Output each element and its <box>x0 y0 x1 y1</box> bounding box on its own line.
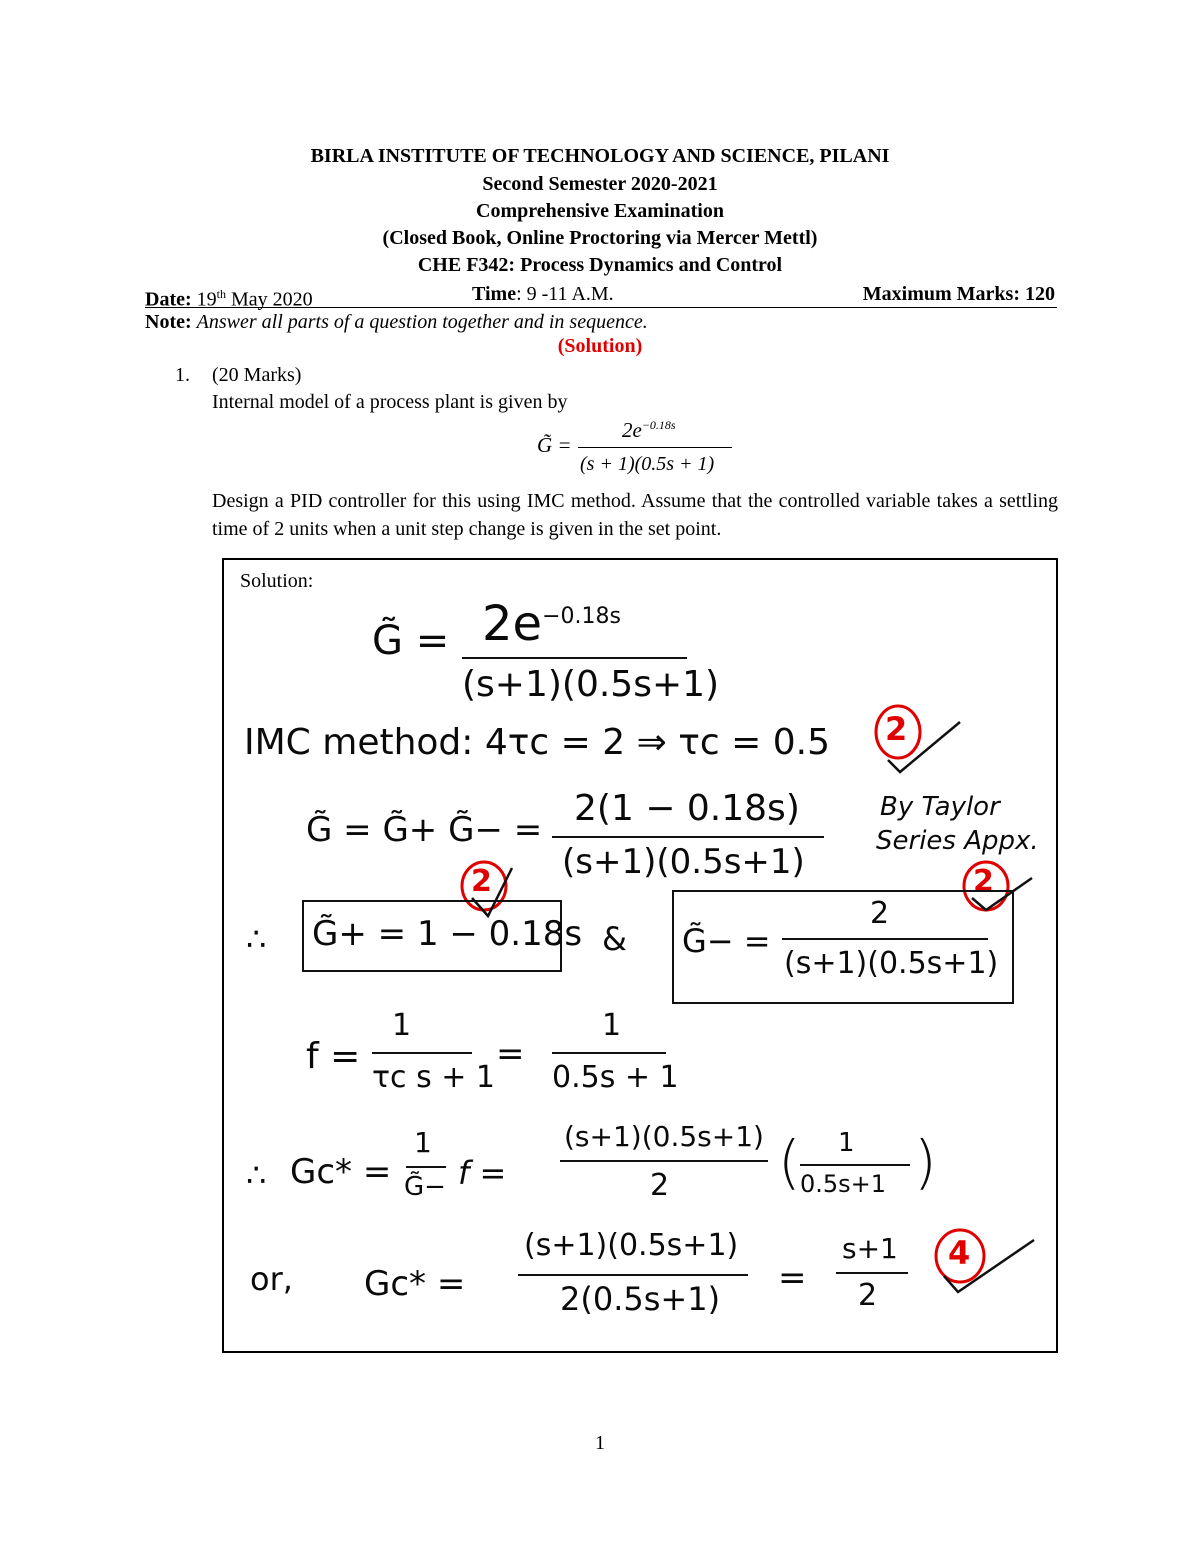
page-number: 1 <box>595 1432 605 1454</box>
date-day: 19 <box>196 288 217 311</box>
mark-value-3: 2 <box>973 864 994 899</box>
date-label: Date: <box>145 288 192 311</box>
exam-mode: (Closed Book, Online Proctoring via Mercer Mettl) <box>382 227 818 249</box>
sol-l1-num: $2e^{-0.18s}$ <box>482 596 621 652</box>
question-number: 1. <box>175 364 190 386</box>
sol-l5-num2: 1 <box>602 1008 622 1043</box>
sol-l3-num: 2(1 − 0.18s) <box>574 788 800 829</box>
max-marks: Maximum Marks: 120 <box>862 283 1055 305</box>
taylor-note-2: Series Appx. <box>876 826 1039 856</box>
sol-l4-box2-den: (s+1)(0.5s+1) <box>784 946 999 981</box>
sol-l4-box2-bar <box>782 938 988 940</box>
note-label: Note: <box>145 311 192 333</box>
exam-title: Comprehensive Examination <box>476 200 724 222</box>
sol-l4-and: & <box>602 920 627 958</box>
question-marks: (20 Marks) <box>212 364 302 386</box>
sol-l7-lhs: Gc* = <box>364 1264 466 1304</box>
sol-l7-rbar <box>836 1272 908 1274</box>
sol-l6-frac-bar <box>406 1166 446 1168</box>
sol-l1-bar <box>462 657 687 659</box>
date-rest: May 2020 <box>225 288 313 311</box>
sol-l6-frac-den: G̃− <box>404 1172 446 1202</box>
date-sup: th <box>216 287 226 301</box>
formula-den: (s + 1)(0.5s + 1) <box>580 453 715 475</box>
time-value: : 9 -11 A.M. <box>516 283 614 305</box>
sol-l6-f: f = <box>458 1154 507 1192</box>
semester: Second Semester 2020-2021 <box>482 173 718 195</box>
note-text: Answer all parts of a question together and in sequence. <box>196 311 648 333</box>
sol-l1-lhs: G̃ = <box>372 618 450 664</box>
formula-fraction-bar <box>578 447 732 448</box>
note <box>145 309 648 335</box>
sol-l7-or: or, <box>250 1260 293 1298</box>
course-title: CHE F342: Process Dynamics and Control <box>417 254 783 276</box>
sol-l5-bar2 <box>552 1052 666 1054</box>
sol-l6-lparen: ( <box>778 1128 801 1196</box>
sol-l4-box2 <box>672 890 1014 1004</box>
solution-label: Solution: <box>240 570 314 592</box>
sol-l7-den: 2(0.5s+1) <box>560 1280 721 1318</box>
sol-l2: IMC method: 4τc = 2 ⇒ τc = 0.5 <box>244 722 831 763</box>
formula-lhs: G̃ = <box>537 433 572 457</box>
sol-l6-lhs: Gc* = <box>290 1152 392 1192</box>
sol-l6-p-bar <box>800 1164 910 1166</box>
sol-l6-frac-num: 1 <box>414 1126 432 1159</box>
sol-l4-box2-num: 2 <box>870 896 890 931</box>
sol-l4-therefore: ∴ <box>246 920 267 958</box>
institute-name: BIRLA INSTITUTE OF TECHNOLOGY AND SCIENCE, PILANI <box>310 145 890 167</box>
mark-value-2: 2 <box>471 864 492 899</box>
sol-l7-rden: 2 <box>858 1278 878 1313</box>
sol-l4-box1 <box>302 900 583 972</box>
sol-l4-box1-text: G̃+ = 1 − 0.18s <box>312 914 583 954</box>
sol-l3-lhs: G̃ = G̃+ G̃− = <box>306 810 543 850</box>
mark-circle-4 <box>930 1226 1040 1311</box>
taylor-note-1: By Taylor <box>880 792 1000 822</box>
date-field <box>145 281 313 313</box>
sol-l4-box2-lhs: G̃− = <box>682 922 771 960</box>
sol-l5-den1: τc s + 1 <box>372 1060 496 1095</box>
sol-l6-bar <box>560 1160 768 1162</box>
meta-row <box>145 281 1057 311</box>
mark-value-4: 4 <box>948 1234 971 1272</box>
sol-l5-bar1 <box>372 1052 472 1054</box>
sol-l6-rparen: ) <box>914 1128 937 1196</box>
solution-box <box>222 558 1058 1353</box>
sol-l5-lhs: f = <box>306 1036 361 1077</box>
time-label: Time <box>472 283 517 305</box>
sol-l7-num: (s+1)(0.5s+1) <box>524 1228 739 1263</box>
sol-l6-p-num: 1 <box>838 1128 855 1158</box>
sol-l3-den: (s+1)(0.5s+1) <box>562 842 805 882</box>
question-design-text: Design a PID controller for this using IMC method. Assume that the controlled variable takes a settling time of 2 units when a unit step change is given in the set point. <box>212 490 1058 540</box>
sol-l6-p-den: 0.5s+1 <box>800 1170 887 1198</box>
formula-num: $2e^{-0.18s}$ <box>622 418 676 442</box>
sol-l5-den2: 0.5s + 1 <box>552 1060 679 1095</box>
sol-l5-num1: 1 <box>392 1008 412 1043</box>
sol-l6-den: 2 <box>650 1168 670 1203</box>
mark-circle-1 <box>874 700 964 785</box>
mark-value-1: 2 <box>885 710 908 748</box>
sol-l6-therefore: ∴ <box>246 1156 267 1194</box>
sol-l3-bar <box>552 836 824 838</box>
sol-l6-num: (s+1)(0.5s+1) <box>564 1120 764 1153</box>
sol-l7-bar <box>518 1274 748 1276</box>
sol-l7-eq: = <box>778 1258 807 1298</box>
sol-l5-eq: = <box>496 1034 525 1074</box>
sol-l7-rnum: s+1 <box>842 1232 898 1265</box>
sol-l1-den: (s+1)(0.5s+1) <box>462 664 720 705</box>
solution-tag: (Solution) <box>557 335 643 357</box>
time-field <box>472 281 614 307</box>
question-intro: Internal model of a process plant is given by <box>212 391 568 413</box>
